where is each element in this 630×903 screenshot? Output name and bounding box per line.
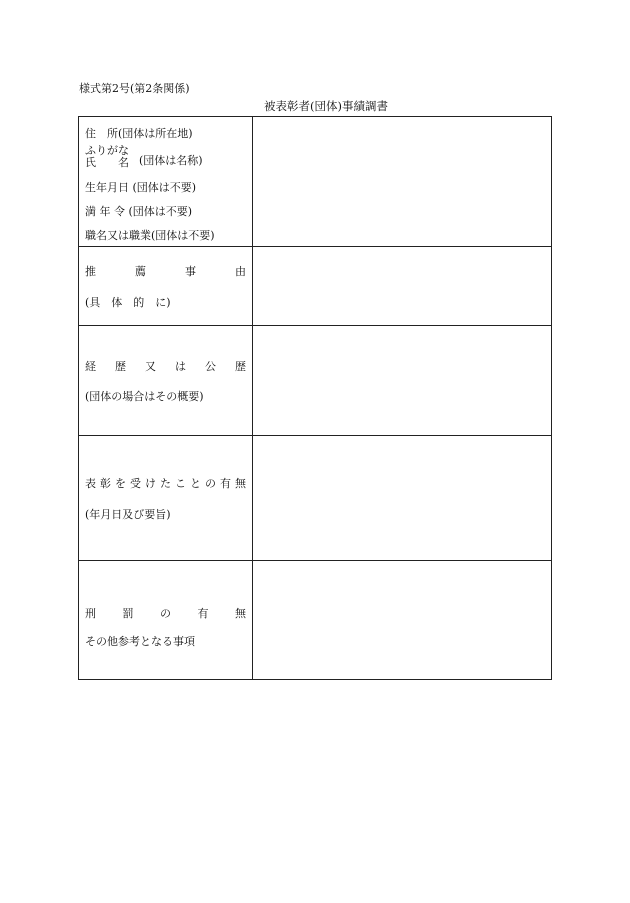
career-char: 又: [145, 360, 156, 373]
awards-char: 彰: [100, 477, 111, 490]
form-number: 様式第2号(第2条関係): [79, 82, 190, 95]
label-penalty: [79, 561, 253, 680]
label-career: [79, 326, 253, 436]
label-personal: [79, 117, 253, 247]
awards-char: と: [190, 477, 201, 490]
value-personal[interactable]: [253, 117, 552, 247]
value-career[interactable]: [253, 326, 552, 436]
career-char: 経: [85, 360, 96, 373]
career-char: は: [175, 360, 186, 373]
value-awards[interactable]: [253, 436, 552, 561]
reason-char: 推: [85, 265, 96, 278]
awards-char: 無: [235, 477, 246, 490]
label-address: 住 所(団体は所在地): [85, 127, 193, 140]
awards-char: た: [160, 477, 171, 490]
awards-char: 有: [220, 477, 231, 490]
awards-char: こ: [175, 477, 186, 490]
label-furigana: ふりがな: [85, 144, 129, 157]
reason-title: [85, 263, 246, 279]
form-title: 被表彰者(団体)事績調書: [264, 99, 388, 113]
penalty-char: 罰: [122, 607, 134, 620]
record-table: [78, 116, 552, 680]
row-personal: [79, 117, 552, 247]
value-penalty[interactable]: [253, 561, 552, 680]
awards-char: を: [115, 477, 126, 490]
row-penalty: [79, 561, 552, 680]
reason-char: 事: [185, 265, 196, 278]
penalty-subtitle: その他参考となる事項: [85, 635, 195, 648]
awards-char: の: [205, 477, 216, 490]
awards-subtitle: (年月日及び要旨): [85, 508, 171, 521]
reason-char: 由: [235, 265, 246, 278]
label-job: 職名又は職業(団体は不要): [85, 229, 215, 242]
career-char: 歴: [115, 360, 126, 373]
penalty-char: 刑: [85, 607, 96, 620]
awards-char: 表: [85, 477, 96, 490]
label-name: 氏 名: [85, 155, 129, 169]
penalty-char: 有: [197, 607, 209, 620]
awards-title: [85, 475, 246, 491]
row-career: [79, 326, 552, 436]
career-subtitle: (団体の場合はその概要): [85, 390, 204, 403]
label-name-note: (団体は名称): [139, 154, 203, 167]
label-reason: [79, 247, 253, 326]
label-age: 満 年 令 (団体は不要): [85, 205, 193, 218]
label-name-block: [85, 145, 129, 168]
career-char: 公: [205, 360, 216, 373]
career-title: [85, 358, 246, 374]
awards-char: 受: [130, 477, 141, 490]
row-awards: [79, 436, 552, 561]
value-reason[interactable]: [253, 247, 552, 326]
career-char: 歴: [235, 360, 246, 373]
penalty-title: [85, 605, 246, 621]
label-birth: 生年月日 (団体は不要): [85, 181, 197, 194]
awards-char: け: [145, 477, 156, 490]
penalty-char: 無: [235, 607, 246, 620]
reason-subtitle: (具 体 的 に): [85, 296, 171, 309]
reason-char: 薦: [135, 265, 146, 278]
penalty-char: の: [160, 607, 171, 620]
label-awards: [79, 436, 253, 561]
row-reason: [79, 247, 552, 326]
